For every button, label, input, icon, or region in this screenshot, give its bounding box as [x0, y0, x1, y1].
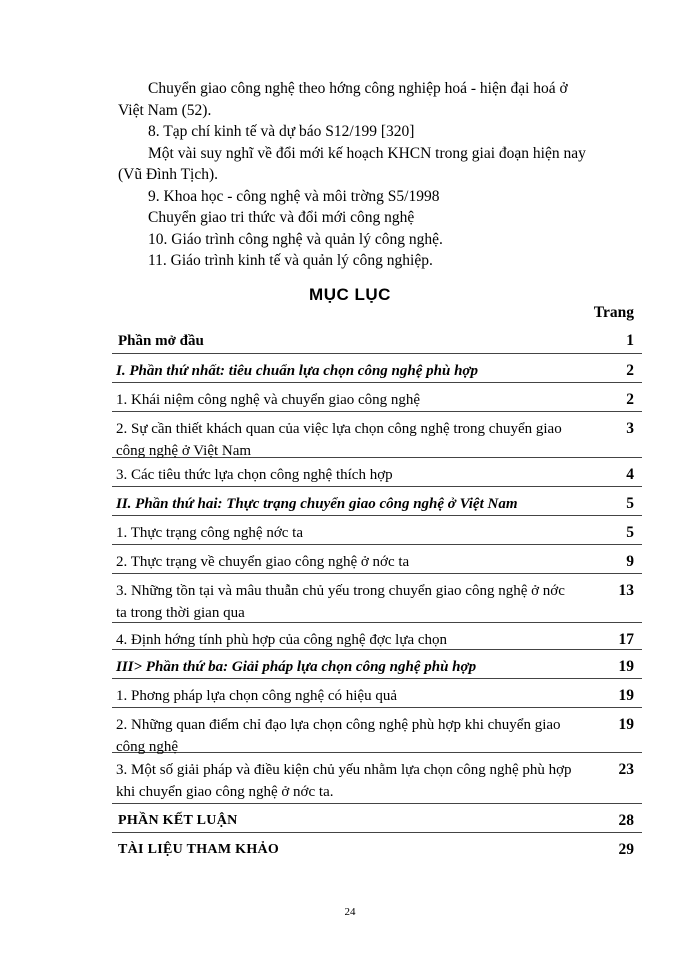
reference-line: (Vũ Đình Tịch).	[118, 166, 219, 183]
toc-entry	[112, 324, 642, 353]
toc-entry-page: 5	[626, 524, 634, 541]
toc-entry-label: I. Phần thứ nhất: tiêu chuẩn lựa chọn công nghệ phù hợp	[116, 363, 478, 379]
reference-line: Chuyển giao tri thức và đổi mới công nghệ	[148, 209, 415, 226]
toc-entry-page: 2	[626, 391, 634, 408]
toc-entry-page: 1	[626, 332, 634, 349]
table-of-contents	[112, 324, 642, 861]
toc-entry-label: 4. Định hớng tính phù hợp của công nghệ đợc lựa chọn	[116, 632, 448, 648]
toc-entry-page: 19	[618, 658, 634, 675]
toc-entry-label: 2. Những quan điểm chỉ đạo lựa chọn công nghệ phù hợp khi chuyển giao công nghệ	[116, 717, 561, 755]
toc-entry-page: 13	[618, 582, 634, 599]
reference-line: 10. Giáo trình công nghệ và quản lý công nghệ.	[148, 230, 443, 248]
toc-entry-label: 2. Thực trạng về chuyển giao công nghệ ở nớc ta	[116, 554, 410, 570]
toc-entry-page: 23	[618, 761, 634, 778]
toc-entry	[112, 544, 642, 573]
toc-entry-page: 19	[618, 716, 634, 733]
toc-entry	[112, 353, 642, 382]
toc-entry-label: 1. Khái niệm công nghệ và chuyển giao công nghệ	[116, 392, 421, 408]
toc-entry	[112, 515, 642, 544]
toc-entry	[112, 752, 642, 803]
toc-entry	[112, 573, 642, 622]
toc-entry	[112, 803, 642, 832]
toc-entry	[112, 486, 642, 515]
toc-entry-label: Phần mở đầu	[118, 333, 204, 349]
toc-page-column-header: Trang	[593, 304, 634, 321]
toc-entry-page: 5	[626, 495, 634, 512]
toc-entry	[112, 649, 642, 678]
toc-entry-label: III> Phần thứ ba: Giải pháp lựa chọn công nghệ phù hợp	[116, 659, 477, 675]
toc-entry-label: 1. Phơng pháp lựa chọn công nghệ có hiệu quả	[116, 688, 398, 704]
toc-entry-page: 2	[626, 362, 634, 379]
toc-entry-label: 1. Thực trạng công nghệ nớc ta	[116, 525, 303, 541]
toc-entry-page: 17	[618, 631, 634, 648]
reference-list	[118, 78, 638, 272]
toc-entry-label: TÀI LIỆU THAM KHẢO	[118, 842, 280, 857]
toc-entry-label: 2. Sự cần thiết khách quan của việc lựa chọn công nghệ trong chuyển giao công nghệ ở Việt Nam	[116, 421, 562, 459]
toc-entry	[112, 411, 642, 457]
toc-entry	[112, 678, 642, 707]
toc-entry-label: 3. Các tiêu thức lựa chọn công nghệ thích hợp	[116, 467, 393, 483]
toc-entry	[112, 707, 642, 755]
reference-line: 11. Giáo trình kinh tế và quản lý công nghiệp.	[148, 252, 433, 269]
toc-entry-label: 3. Một số giải pháp và điều kiện chủ yếu nhằm lựa chọn công nghệ phù hợp khi chuyển giao công nghệ ở nớc ta.	[116, 762, 572, 800]
toc-entry	[112, 622, 642, 649]
page-number: 24	[344, 906, 356, 918]
reference-line: 8. Tạp chí kinh tế và dự báo S12/199 [320]	[148, 123, 415, 140]
toc-entry-page: 29	[618, 841, 634, 858]
toc-entry-label: II. Phần thứ hai: Thực trạng chuyển giao công nghệ ở Việt Nam	[116, 496, 518, 512]
reference-line: Việt Nam (52).	[118, 101, 212, 119]
toc-entry-label: PHẦN KẾT LUẬN	[118, 813, 238, 828]
reference-line: Chuyển giao công nghệ theo hớng công nghiệp hoá - hiện đại hoá ở	[148, 80, 568, 97]
toc-entry	[112, 832, 642, 861]
toc-entry-page: 3	[626, 420, 634, 437]
reference-line: Một vài suy nghĩ về đổi mới kế hoạch KHCN trong giai đoạn hiện nay	[148, 144, 586, 162]
toc-entry-page: 4	[626, 466, 634, 483]
toc-entry	[112, 382, 642, 411]
toc-entry-page: 19	[618, 687, 634, 704]
toc-entry-page: 9	[626, 553, 634, 570]
reference-line: 9. Khoa học - công nghệ và môi trờng S5/1998	[148, 187, 440, 205]
toc-entry-page: 28	[618, 812, 634, 829]
toc-title: MỤC LỤC	[309, 285, 391, 304]
toc-entry-label: 3. Những tồn tại và mâu thuẫn chủ yếu trong chuyển giao công nghệ ở nớc ta trong thời gian qua	[116, 583, 565, 621]
